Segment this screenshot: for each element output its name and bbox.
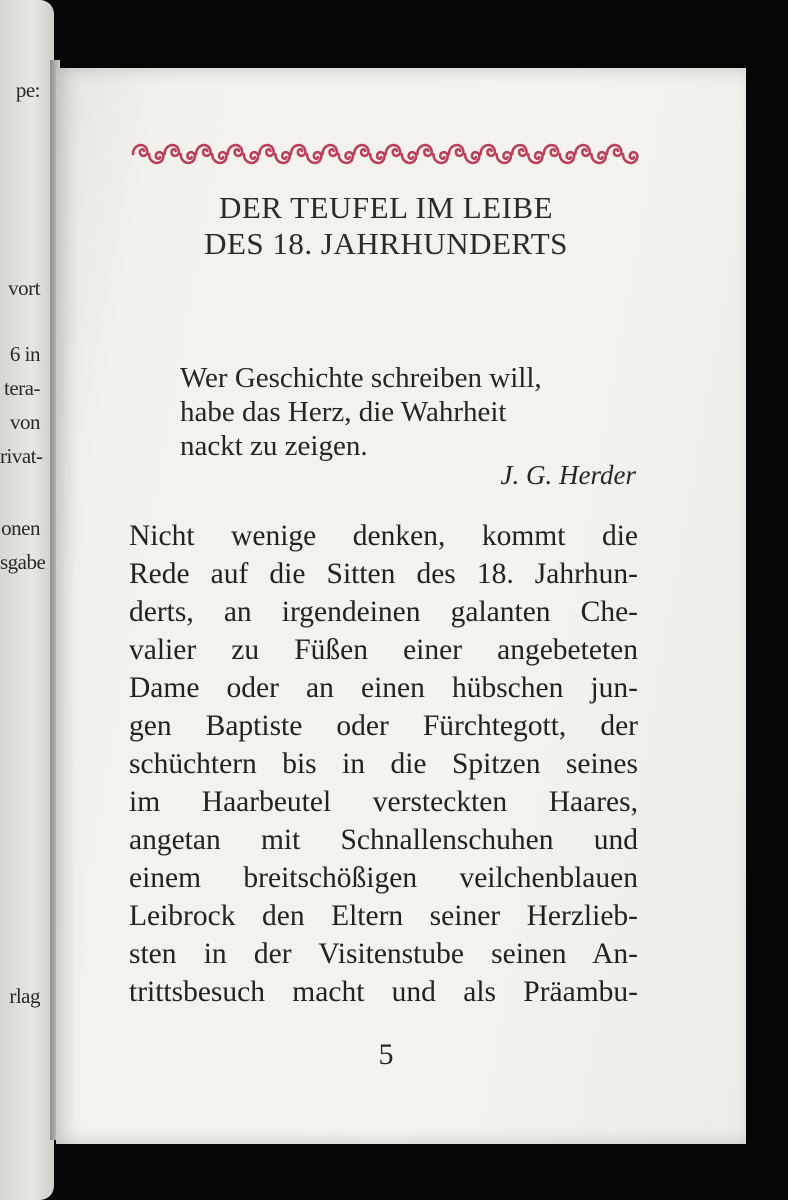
body-text-line: trittsbesuch macht und als Präambu- <box>129 976 638 1008</box>
body-text-line: schüchtern bis in die Spitzen seines <box>129 748 638 780</box>
left-page-fragment: pe: <box>15 78 40 102</box>
border-ornament-icon <box>131 138 641 170</box>
body-text-line: angetan mit Schnallenschuhen und <box>129 824 638 856</box>
epigraph-line: Wer Geschichte schreiben will, <box>180 362 542 394</box>
body-text-line: sten in der Visitenstube seinen An- <box>129 938 638 970</box>
epigraph-line: habe das Herz, die Wahrheit <box>180 396 507 428</box>
chapter-title-line-1: DER TEUFEL IM LEIBE <box>218 190 554 225</box>
body-text-line: Leibrock den Eltern seiner Herzlieb- <box>129 900 638 932</box>
body-text-line: im Haarbeutel versteckten Haares, <box>129 786 638 818</box>
left-page-fragment: 6 in <box>9 342 40 366</box>
epigraph-author: J. G. Herder <box>500 460 636 490</box>
body-text-line: gen Baptiste oder Fürchtegott, der <box>129 710 638 742</box>
left-page-fragment: von <box>10 410 40 434</box>
body-text-line: Dame oder an einen hübschen jun- <box>129 672 638 704</box>
body-text-line: Rede auf die Sitten des 18. Jahrhun- <box>129 558 638 590</box>
previous-page-edge <box>0 0 54 1200</box>
book-page <box>56 68 746 1144</box>
left-page-fragment: rivat- <box>0 444 43 468</box>
epigraph-line: nackt zu zeigen. <box>180 430 368 462</box>
left-page-fragment: vort <box>8 276 40 300</box>
left-page-fragment: sgabe <box>0 550 46 574</box>
body-text-line: derts, an irgendeinen galanten Che- <box>129 596 638 628</box>
body-text-line: einem breitschößigen veilchenblauen <box>129 862 638 894</box>
page-number: 5 <box>378 1038 394 1071</box>
body-text-line: Nicht wenige denken, kommt die <box>129 520 638 552</box>
left-page-fragment: rlag <box>9 984 40 1008</box>
chapter-title-line-2: DES 18. JAHRHUNDERTS <box>204 226 568 261</box>
left-page-fragment: tera- <box>4 376 40 400</box>
left-page-fragment: onen <box>1 516 40 540</box>
body-text-line: valier zu Füßen einer angebeteten <box>129 634 638 666</box>
